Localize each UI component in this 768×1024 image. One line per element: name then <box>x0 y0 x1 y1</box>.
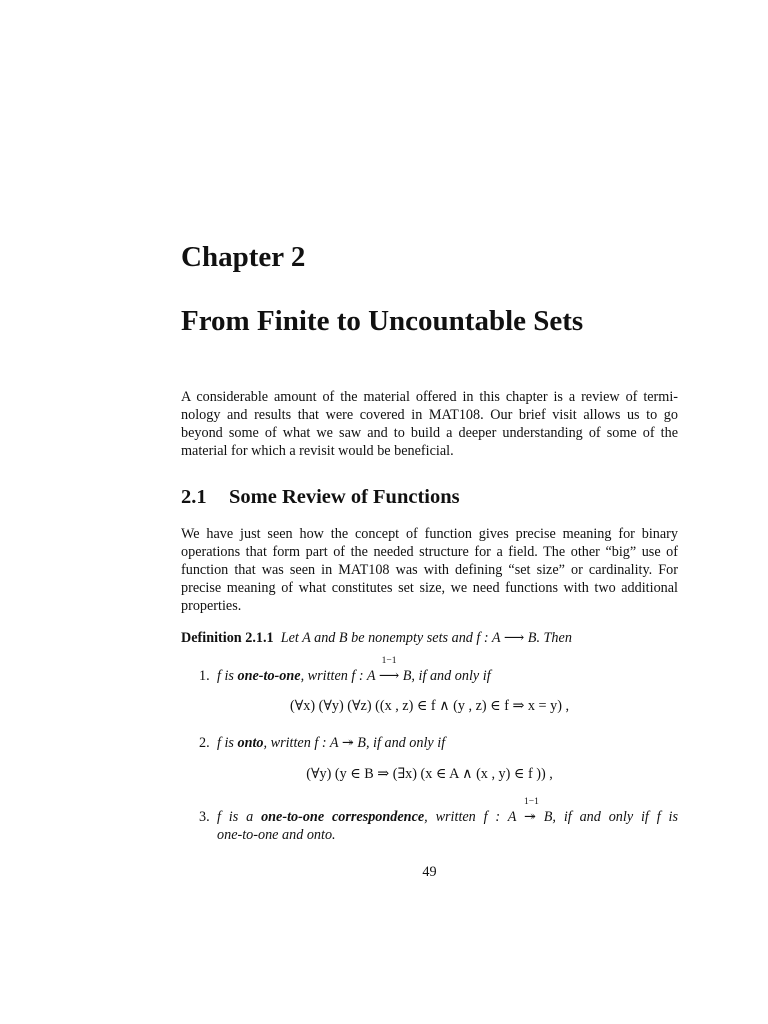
section-title: Some Review of Functions <box>229 486 460 508</box>
intro-paragraph <box>181 388 678 460</box>
item-text: f is <box>217 668 238 684</box>
item-text: , written f : A <box>300 668 379 684</box>
definition-item-one-to-one <box>199 656 678 685</box>
correspondence-arrow-icon <box>524 797 539 826</box>
item-term: one-to-one <box>237 668 301 684</box>
item-line <box>199 797 678 826</box>
definition <box>181 629 678 647</box>
intro-line: A considerable amount of the material offered in this chapter is a review of termi- <box>181 389 678 405</box>
arrow-label: 1−1 <box>524 797 539 807</box>
item-text: f is <box>217 735 238 751</box>
page-number: 49 <box>422 864 437 880</box>
formula-onto: (∀y) (y ∈ B ⇒ (∃x) (x ∈ A ∧ (x , y) ∈ f )) , <box>306 766 553 782</box>
intro-line: material for which a revisit would be beneficial. <box>181 443 454 459</box>
definition-statement: Let A and B be nonempty sets and f : A ⟶ B. Then <box>280 630 572 646</box>
formula-one-to-one: (∀x) (∀y) (∀z) ((x , z) ∈ f ∧ (y , z) ∈ f ⇒ x = y) , <box>289 698 570 714</box>
item-text: B, if and only if f is <box>535 809 678 825</box>
section-line: We have just seen how the concept of function gives precise meaning for binary <box>181 526 678 542</box>
chapter-label: Chapter 2 <box>181 241 306 273</box>
item-text: , written f : A <box>263 735 342 751</box>
arrow-glyph: ↠ <box>524 809 536 825</box>
section-line: precise meaning of what constitutes set size, we need functions with two additional <box>181 580 678 596</box>
item-text: , written f : A <box>424 809 525 825</box>
section-line: operations that form part of the needed structure for a field. The other “big” use of <box>181 544 678 560</box>
item-term: one-to-one correspondence <box>261 809 425 825</box>
item-term: onto <box>237 735 264 751</box>
intro-line: nology and results that were covered in MAT108. Our brief visit allows us to go <box>181 407 678 423</box>
arrow-glyph: ⟶ <box>378 668 400 684</box>
definition-item-onto <box>199 734 678 752</box>
section-paragraph <box>181 525 678 615</box>
item-text: B, if and only if <box>399 668 491 684</box>
book-page <box>181 0 678 1024</box>
chapter-title: From Finite to Uncountable Sets <box>181 305 584 337</box>
arrow-label: 1−1 <box>381 656 397 666</box>
item-continuation: one-to-one and onto. <box>217 827 336 843</box>
item-number: 3. <box>199 809 210 825</box>
onto-arrow-icon: ↠ <box>341 735 354 751</box>
item-number: 2. <box>199 735 210 751</box>
intro-line: beyond some of what we saw and to build a deeper understanding of some of the <box>181 425 678 441</box>
section-line: properties. <box>181 598 242 614</box>
item-text: B, if and only if <box>353 735 446 751</box>
one-to-one-arrow-icon <box>378 656 400 685</box>
definition-label: Definition 2.1.1 <box>181 630 274 646</box>
section-heading <box>181 486 460 509</box>
item-text: f is a <box>217 809 262 825</box>
item-number: 1. <box>199 668 210 684</box>
definition-item-correspondence <box>199 797 678 844</box>
section-line: function that was seen in MAT108 was with defining “set size” or cardinality. For <box>181 562 678 578</box>
section-number: 2.1 <box>181 486 207 508</box>
